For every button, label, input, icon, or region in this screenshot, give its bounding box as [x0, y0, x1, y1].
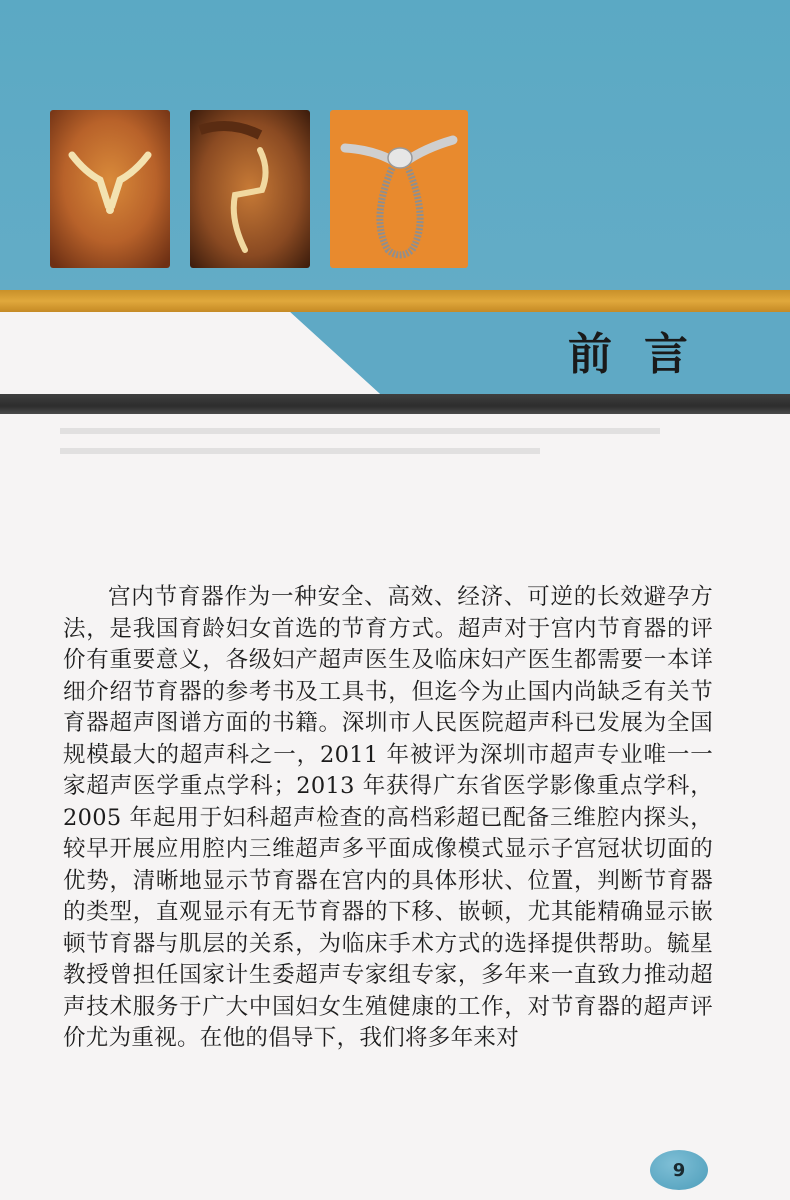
dark-divider-stripe — [0, 394, 790, 414]
gold-divider-stripe — [0, 290, 790, 312]
preface-paragraph: 宫内节育器作为一种安全、高效、经济、可逆的长效避孕方法，是我国育龄妇女首选的节育方式。超声对于宫内节育器的评价有重要意义，各级妇产超声医生及临床妇产医生都需要一本详细介绍节育器的参考书及工具书，但迄今为止国内尚缺乏有关节育器超声图谱方面的书籍。深圳市人民医院超声科已发展为全国规模最大的超声科之一，2011 年被评为深圳市超声专业唯一一家超声医学重点学科；2013 年获得广东省医学影像重点学科，2005 年起用于妇科超声检查的高档彩超已配备三维腔内探头，较早开展应用腔内三维超声多平面成像模式显示子宫冠状切面的优势，清晰地显示节育器在宫内的具体形状、位置，判断节育器的类型，直观显示有无节育器的下移、嵌顿，尤其能精确显示嵌顿节育器与肌层的关系，为临床手术方式的选择提供帮助。毓星教授曾担任国家计生委超声专家组专家，多年来一直致力推动超声技术服务于广大中国妇女生殖健康的工作，对节育器的超声评价尤为重视。在他的倡导下，我们将多年来对 — [63, 584, 713, 1051]
ultrasound-image-2 — [190, 110, 310, 268]
ultrasound-image-1 — [50, 110, 170, 268]
bleed-through-shadow — [0, 414, 790, 534]
page-title: 前言 — [568, 329, 720, 380]
iud-device-image — [330, 110, 468, 268]
page-number-badge: 9 — [650, 1150, 708, 1190]
